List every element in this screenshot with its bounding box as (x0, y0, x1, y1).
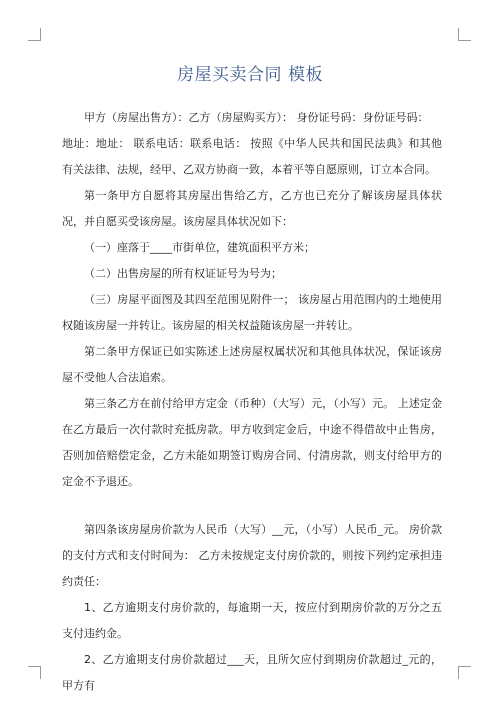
paragraph-item-3: （三）房屋平面图及其四至范围见附件一； 该房屋占用范围内的土地使用权随该房屋一并转让。该房屋的相关权益随该房屋一并转让。 (62, 293, 442, 332)
crop-mark-top-left (28, 28, 41, 41)
paragraph-article-4: 第四条该房屋房价款为人民币（大写）__元，（小写）人民币_元。 房价款的支付方式和支付时间为： 乙方未按规定支付房价款的，则按下列约定承担违约责任： (62, 523, 442, 588)
paragraph-article-3: 第三条乙方在前付给甲方定金（币种）（大写）元，（小写）元。 上述定金在乙方最后一次付款时充抵房款。甲方收到定金后，中途不得借故中止售房，否则加倍赔偿定金，乙方未能如期签订购房合同、付清房款，则支付给甲方的定金不予退还。 (62, 397, 442, 488)
paragraph-address: 地址：地址： 联系电话：联系电话： 按照《中华人民共和国民法典》和其他有关法律、法规，经甲、乙双方协商一致，本着平等自愿原则，订立本合同。 (62, 137, 442, 176)
paragraph-article-1: 第一条甲方自愿将其房屋出售给乙方，乙方也已充分了解该房屋具体状况，并自愿买受该房屋。该房屋具体状况如下： (62, 189, 442, 228)
crop-mark-top-right (458, 28, 471, 41)
paragraph-item-1: （一）座落于____市街单位，建筑面积平方米； (84, 241, 315, 254)
document-body (62, 105, 442, 699)
crop-mark-bottom-right (458, 666, 471, 679)
paragraph-clause-2: 2、乙方逾期支付房价款超过___天，且所欠应付到期房价款超过_元的，甲方有 (62, 653, 442, 692)
crop-mark-bottom-left (28, 666, 41, 679)
paragraph-article-2: 第二条甲方保证已如实陈述上述房屋权属状况和其他具体状况，保证该房屋不受他人合法追索。 (62, 345, 442, 384)
document-title: 房屋买卖合同 模板 (177, 65, 323, 85)
paragraph-parties: 甲方（房屋出售方）：乙方（房屋购买方）： 身份证号码：身份证号码： (84, 111, 429, 124)
paragraph-item-2: （二）出售房屋的所有权证证号为号为； (84, 267, 282, 280)
paragraph-clause-1: 1、乙方逾期支付房价款的，每逾期一天，按应付到期房价款的万分之五支付违约金。 (62, 601, 442, 640)
